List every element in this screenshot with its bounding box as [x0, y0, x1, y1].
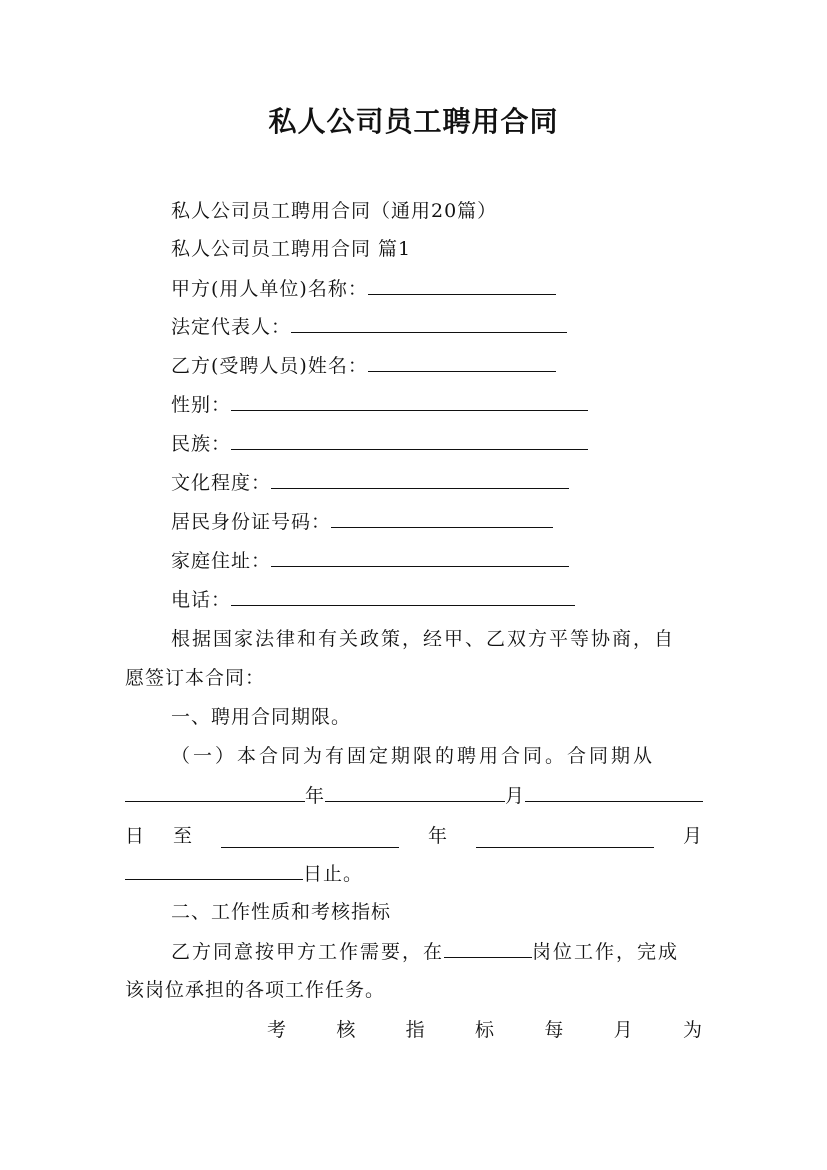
blank-start-year[interactable]: [125, 783, 305, 802]
blank-position[interactable]: [444, 939, 532, 958]
field-label-ethnicity: 民族：: [171, 433, 232, 455]
intro-line-2: 愿签订本合同：: [125, 667, 266, 689]
clause2-heading: 二、工作性质和考核指标: [171, 901, 392, 923]
intro-line-1: 根据国家法律和有关政策，经甲、乙双方平等协商，自: [171, 628, 676, 650]
blank-start-month[interactable]: [325, 783, 505, 802]
blank-start-day[interactable]: [525, 783, 703, 802]
blank-gender[interactable]: [231, 392, 588, 411]
field-label-id-number: 居民身份证号码：: [171, 511, 332, 533]
field-label-legal-rep: 法定代表人：: [171, 316, 292, 338]
clause2-line-2: 该岗位承担的各项工作任务。: [125, 979, 386, 1001]
blank-end-day[interactable]: [125, 861, 303, 880]
field-gender: [171, 392, 588, 417]
field-address: [171, 548, 569, 573]
label-month: 月: [505, 785, 526, 807]
blank-address[interactable]: [271, 548, 569, 567]
label-end-year: 年: [427, 825, 447, 847]
field-label-employer: 甲方(用人单位)名称：: [171, 278, 368, 300]
clause2-text-b: 岗位工作，完成: [532, 941, 680, 963]
kpi-char: 指: [405, 1019, 425, 1041]
field-employer: [171, 276, 556, 301]
blank-employer[interactable]: [368, 276, 556, 295]
kpi-char: 考: [267, 1019, 287, 1041]
field-label-address: 家庭住址：: [171, 550, 272, 572]
clause2-text-a: 乙方同意按甲方工作需要，在: [171, 941, 445, 963]
document-title: 私人公司员工聘用合同: [268, 105, 559, 138]
clause2-line-1: [171, 939, 679, 964]
clause1-line-4: [125, 861, 363, 886]
blank-legal-rep[interactable]: [291, 314, 567, 333]
field-legal-rep: [171, 314, 567, 339]
label-year: 年: [305, 785, 326, 807]
kpi-char: 为: [682, 1019, 702, 1041]
subtitle: 私人公司员工聘用合同（通用20篇）: [171, 200, 498, 222]
field-phone: [171, 587, 575, 612]
label-end: 日止。: [303, 863, 364, 885]
label-day: 日: [125, 825, 145, 847]
field-label-employee: 乙方(受聘人员)姓名：: [171, 355, 368, 377]
clause1-heading: 一、聘用合同期限。: [171, 706, 352, 728]
field-id-number: [171, 509, 553, 534]
label-to: 至: [173, 825, 193, 847]
kpi-char: 核: [336, 1019, 356, 1041]
kpi-char: 标: [474, 1019, 494, 1041]
field-label-education: 文化程度：: [171, 472, 272, 494]
field-label-phone: 电话：: [171, 589, 232, 611]
blank-employee[interactable]: [368, 353, 556, 372]
blank-end-year[interactable]: [221, 829, 399, 848]
section-heading: 私人公司员工聘用合同 篇1: [171, 238, 412, 260]
clause2-kpi-line: [267, 1016, 702, 1042]
clause1-line-3: [125, 822, 702, 848]
kpi-char: 每: [544, 1019, 564, 1041]
clause1-line-2: [125, 783, 703, 808]
label-end-month: 月: [682, 825, 702, 847]
blank-education[interactable]: [271, 470, 569, 489]
blank-id-number[interactable]: [331, 509, 553, 528]
kpi-char: 月: [613, 1019, 633, 1041]
clause1-line-1: （一）本合同为有固定期限的聘用合同。合同期从: [171, 745, 656, 767]
field-ethnicity: [171, 431, 588, 456]
blank-ethnicity[interactable]: [231, 431, 588, 450]
blank-phone[interactable]: [231, 587, 575, 606]
field-employee: [171, 353, 556, 378]
field-education: [171, 470, 569, 495]
blank-end-month[interactable]: [476, 829, 654, 848]
field-label-gender: 性别：: [171, 394, 232, 416]
